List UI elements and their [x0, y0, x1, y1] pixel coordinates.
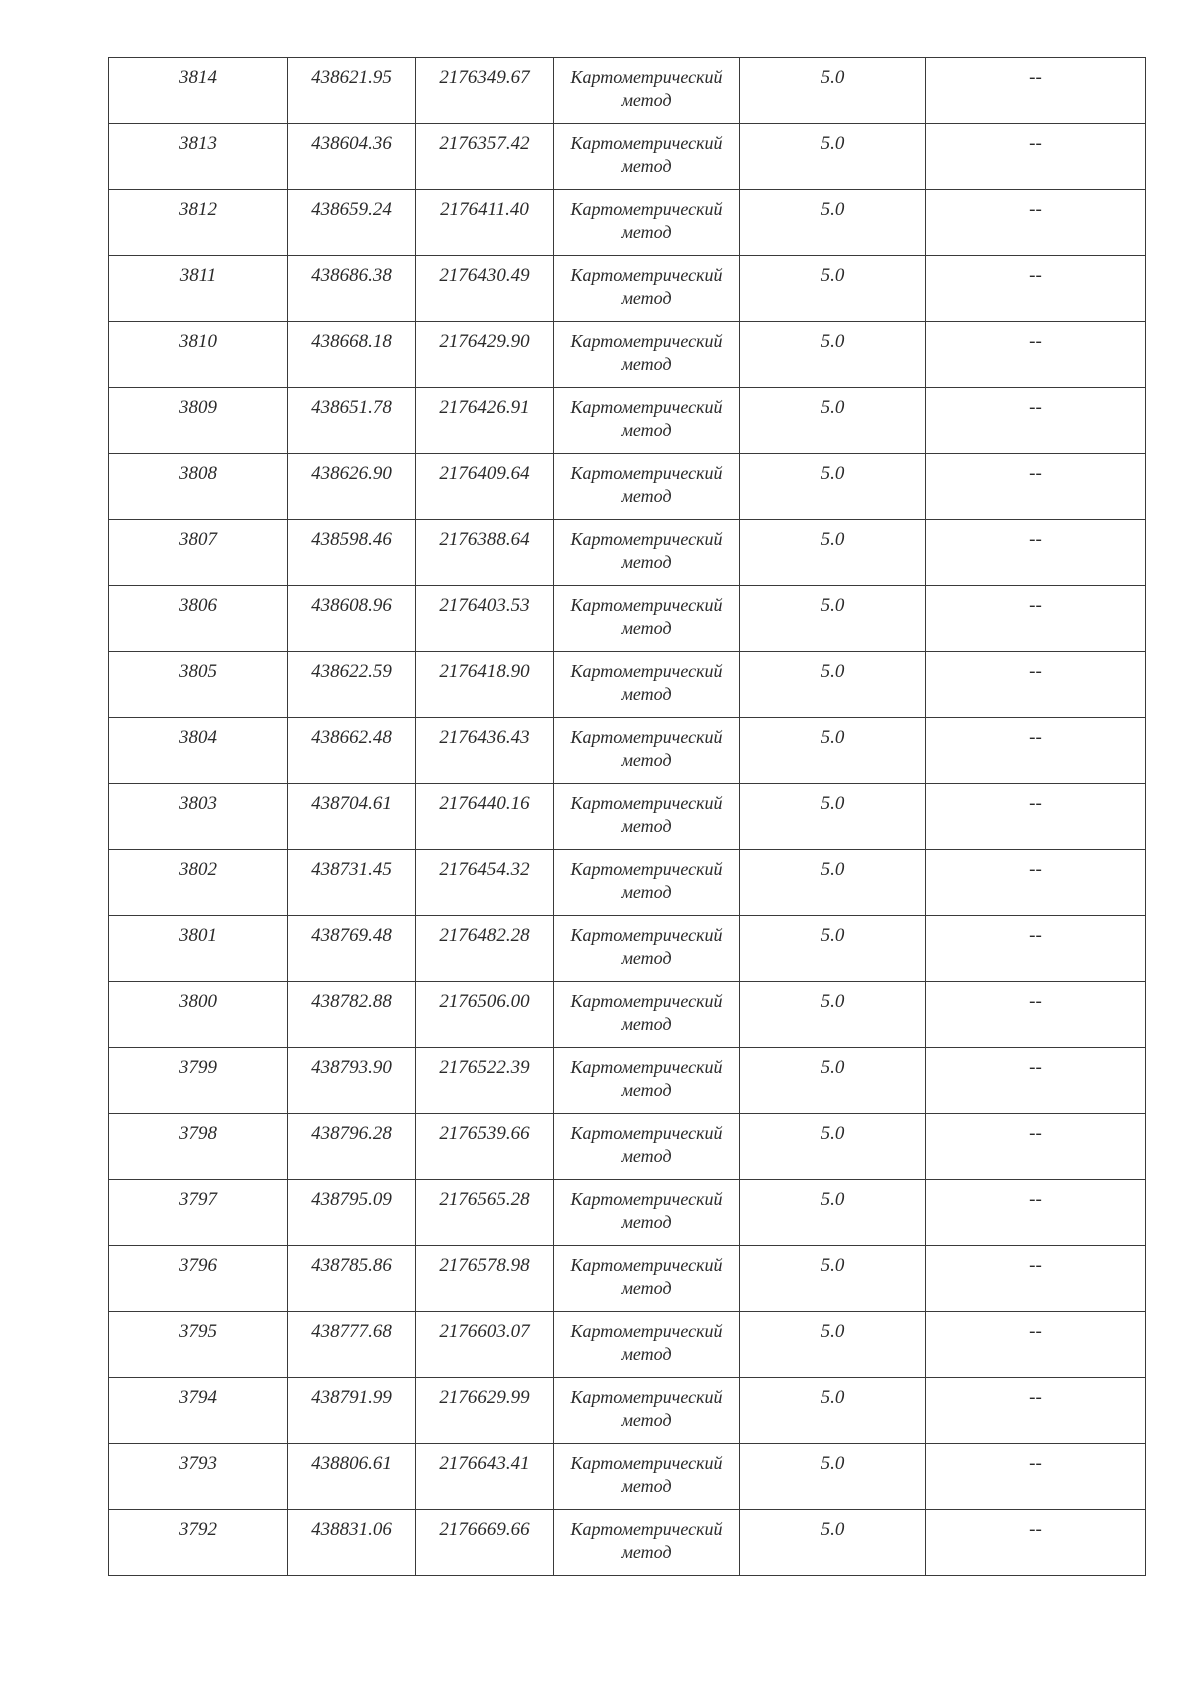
method-cell: Картометрический метод — [554, 388, 740, 454]
accuracy-cell: 5.0 — [740, 652, 926, 718]
point-number-cell: 3795 — [109, 1312, 288, 1378]
table-row — [109, 916, 1146, 982]
x-coordinate-cell: 438795.09 — [288, 1180, 416, 1246]
table-row — [109, 124, 1146, 190]
accuracy-cell: 5.0 — [740, 322, 926, 388]
method-cell: Картометрический метод — [554, 1378, 740, 1444]
accuracy-cell: 5.0 — [740, 256, 926, 322]
table-row — [109, 520, 1146, 586]
method-cell: Картометрический метод — [554, 652, 740, 718]
method-cell: Картометрический метод — [554, 322, 740, 388]
table-row — [109, 718, 1146, 784]
note-cell: -- — [926, 58, 1146, 124]
table-row — [109, 1510, 1146, 1576]
accuracy-cell: 5.0 — [740, 784, 926, 850]
accuracy-cell: 5.0 — [740, 1378, 926, 1444]
accuracy-cell: 5.0 — [740, 1180, 926, 1246]
y-coordinate-cell: 2176603.07 — [416, 1312, 554, 1378]
method-cell: Картометрический метод — [554, 916, 740, 982]
y-coordinate-cell: 2176440.16 — [416, 784, 554, 850]
accuracy-cell: 5.0 — [740, 454, 926, 520]
x-coordinate-cell: 438777.68 — [288, 1312, 416, 1378]
y-coordinate-cell: 2176388.64 — [416, 520, 554, 586]
method-cell: Картометрический метод — [554, 1180, 740, 1246]
point-number-cell: 3800 — [109, 982, 288, 1048]
point-number-cell: 3805 — [109, 652, 288, 718]
note-cell: -- — [926, 190, 1146, 256]
note-cell: -- — [926, 454, 1146, 520]
table-row — [109, 1048, 1146, 1114]
point-number-cell: 3797 — [109, 1180, 288, 1246]
x-coordinate-cell: 438785.86 — [288, 1246, 416, 1312]
y-coordinate-cell: 2176482.28 — [416, 916, 554, 982]
x-coordinate-cell: 438793.90 — [288, 1048, 416, 1114]
y-coordinate-cell: 2176522.39 — [416, 1048, 554, 1114]
coordinates-table — [108, 57, 1146, 1576]
y-coordinate-cell: 2176429.90 — [416, 322, 554, 388]
x-coordinate-cell: 438668.18 — [288, 322, 416, 388]
note-cell: -- — [926, 1246, 1146, 1312]
method-cell: Картометрический метод — [554, 256, 740, 322]
y-coordinate-cell: 2176539.66 — [416, 1114, 554, 1180]
y-coordinate-cell: 2176436.43 — [416, 718, 554, 784]
note-cell: -- — [926, 982, 1146, 1048]
x-coordinate-cell: 438598.46 — [288, 520, 416, 586]
note-cell: -- — [926, 520, 1146, 586]
accuracy-cell: 5.0 — [740, 982, 926, 1048]
y-coordinate-cell: 2176357.42 — [416, 124, 554, 190]
y-coordinate-cell: 2176643.41 — [416, 1444, 554, 1510]
y-coordinate-cell: 2176349.67 — [416, 58, 554, 124]
method-cell: Картометрический метод — [554, 1444, 740, 1510]
note-cell: -- — [926, 124, 1146, 190]
accuracy-cell: 5.0 — [740, 388, 926, 454]
y-coordinate-cell: 2176454.32 — [416, 850, 554, 916]
note-cell: -- — [926, 718, 1146, 784]
accuracy-cell: 5.0 — [740, 520, 926, 586]
point-number-cell: 3796 — [109, 1246, 288, 1312]
point-number-cell: 3813 — [109, 124, 288, 190]
note-cell: -- — [926, 1444, 1146, 1510]
table-row — [109, 454, 1146, 520]
accuracy-cell: 5.0 — [740, 1114, 926, 1180]
table-row — [109, 652, 1146, 718]
method-cell: Картометрический метод — [554, 850, 740, 916]
y-coordinate-cell: 2176430.49 — [416, 256, 554, 322]
method-cell: Картометрический метод — [554, 1312, 740, 1378]
method-cell: Картометрический метод — [554, 586, 740, 652]
note-cell: -- — [926, 1114, 1146, 1180]
y-coordinate-cell: 2176629.99 — [416, 1378, 554, 1444]
y-coordinate-cell: 2176578.98 — [416, 1246, 554, 1312]
note-cell: -- — [926, 1312, 1146, 1378]
x-coordinate-cell: 438626.90 — [288, 454, 416, 520]
y-coordinate-cell: 2176409.64 — [416, 454, 554, 520]
note-cell: -- — [926, 1378, 1146, 1444]
note-cell: -- — [926, 916, 1146, 982]
table-row — [109, 58, 1146, 124]
accuracy-cell: 5.0 — [740, 718, 926, 784]
table-row — [109, 1180, 1146, 1246]
accuracy-cell: 5.0 — [740, 1510, 926, 1576]
table-row — [109, 1246, 1146, 1312]
x-coordinate-cell: 438622.59 — [288, 652, 416, 718]
x-coordinate-cell: 438659.24 — [288, 190, 416, 256]
table-row — [109, 784, 1146, 850]
accuracy-cell: 5.0 — [740, 1246, 926, 1312]
x-coordinate-cell: 438686.38 — [288, 256, 416, 322]
table-row — [109, 1312, 1146, 1378]
method-cell: Картометрический метод — [554, 58, 740, 124]
method-cell: Картометрический метод — [554, 1246, 740, 1312]
note-cell: -- — [926, 1180, 1146, 1246]
note-cell: -- — [926, 586, 1146, 652]
note-cell: -- — [926, 652, 1146, 718]
x-coordinate-cell: 438782.88 — [288, 982, 416, 1048]
point-number-cell: 3808 — [109, 454, 288, 520]
accuracy-cell: 5.0 — [740, 124, 926, 190]
coordinates-table-body — [109, 58, 1146, 1576]
method-cell: Картометрический метод — [554, 1048, 740, 1114]
point-number-cell: 3794 — [109, 1378, 288, 1444]
method-cell: Картометрический метод — [554, 520, 740, 586]
accuracy-cell: 5.0 — [740, 1048, 926, 1114]
table-row — [109, 322, 1146, 388]
y-coordinate-cell: 2176403.53 — [416, 586, 554, 652]
method-cell: Картометрический метод — [554, 454, 740, 520]
method-cell: Картометрический метод — [554, 982, 740, 1048]
y-coordinate-cell: 2176411.40 — [416, 190, 554, 256]
note-cell: -- — [926, 1048, 1146, 1114]
y-coordinate-cell: 2176506.00 — [416, 982, 554, 1048]
table-row — [109, 1378, 1146, 1444]
accuracy-cell: 5.0 — [740, 586, 926, 652]
note-cell: -- — [926, 850, 1146, 916]
point-number-cell: 3802 — [109, 850, 288, 916]
point-number-cell: 3792 — [109, 1510, 288, 1576]
x-coordinate-cell: 438608.96 — [288, 586, 416, 652]
point-number-cell: 3806 — [109, 586, 288, 652]
point-number-cell: 3799 — [109, 1048, 288, 1114]
table-row — [109, 388, 1146, 454]
note-cell: -- — [926, 322, 1146, 388]
x-coordinate-cell: 438662.48 — [288, 718, 416, 784]
point-number-cell: 3801 — [109, 916, 288, 982]
y-coordinate-cell: 2176418.90 — [416, 652, 554, 718]
x-coordinate-cell: 438704.61 — [288, 784, 416, 850]
point-number-cell: 3793 — [109, 1444, 288, 1510]
x-coordinate-cell: 438604.36 — [288, 124, 416, 190]
note-cell: -- — [926, 784, 1146, 850]
point-number-cell: 3803 — [109, 784, 288, 850]
table-row — [109, 850, 1146, 916]
method-cell: Картометрический метод — [554, 718, 740, 784]
x-coordinate-cell: 438796.28 — [288, 1114, 416, 1180]
x-coordinate-cell: 438621.95 — [288, 58, 416, 124]
method-cell: Картометрический метод — [554, 1114, 740, 1180]
x-coordinate-cell: 438831.06 — [288, 1510, 416, 1576]
accuracy-cell: 5.0 — [740, 58, 926, 124]
note-cell: -- — [926, 388, 1146, 454]
table-row — [109, 1114, 1146, 1180]
point-number-cell: 3810 — [109, 322, 288, 388]
y-coordinate-cell: 2176669.66 — [416, 1510, 554, 1576]
accuracy-cell: 5.0 — [740, 850, 926, 916]
x-coordinate-cell: 438791.99 — [288, 1378, 416, 1444]
point-number-cell: 3807 — [109, 520, 288, 586]
point-number-cell: 3798 — [109, 1114, 288, 1180]
y-coordinate-cell: 2176565.28 — [416, 1180, 554, 1246]
point-number-cell: 3812 — [109, 190, 288, 256]
method-cell: Картометрический метод — [554, 124, 740, 190]
method-cell: Картометрический метод — [554, 784, 740, 850]
point-number-cell: 3804 — [109, 718, 288, 784]
point-number-cell: 3814 — [109, 58, 288, 124]
accuracy-cell: 5.0 — [740, 190, 926, 256]
accuracy-cell: 5.0 — [740, 916, 926, 982]
x-coordinate-cell: 438651.78 — [288, 388, 416, 454]
x-coordinate-cell: 438769.48 — [288, 916, 416, 982]
point-number-cell: 3809 — [109, 388, 288, 454]
accuracy-cell: 5.0 — [740, 1444, 926, 1510]
table-row — [109, 256, 1146, 322]
method-cell: Картометрический метод — [554, 1510, 740, 1576]
y-coordinate-cell: 2176426.91 — [416, 388, 554, 454]
x-coordinate-cell: 438731.45 — [288, 850, 416, 916]
method-cell: Картометрический метод — [554, 190, 740, 256]
note-cell: -- — [926, 1510, 1146, 1576]
note-cell: -- — [926, 256, 1146, 322]
x-coordinate-cell: 438806.61 — [288, 1444, 416, 1510]
table-row — [109, 586, 1146, 652]
table-row — [109, 1444, 1146, 1510]
accuracy-cell: 5.0 — [740, 1312, 926, 1378]
point-number-cell: 3811 — [109, 256, 288, 322]
table-row — [109, 982, 1146, 1048]
table-row — [109, 190, 1146, 256]
